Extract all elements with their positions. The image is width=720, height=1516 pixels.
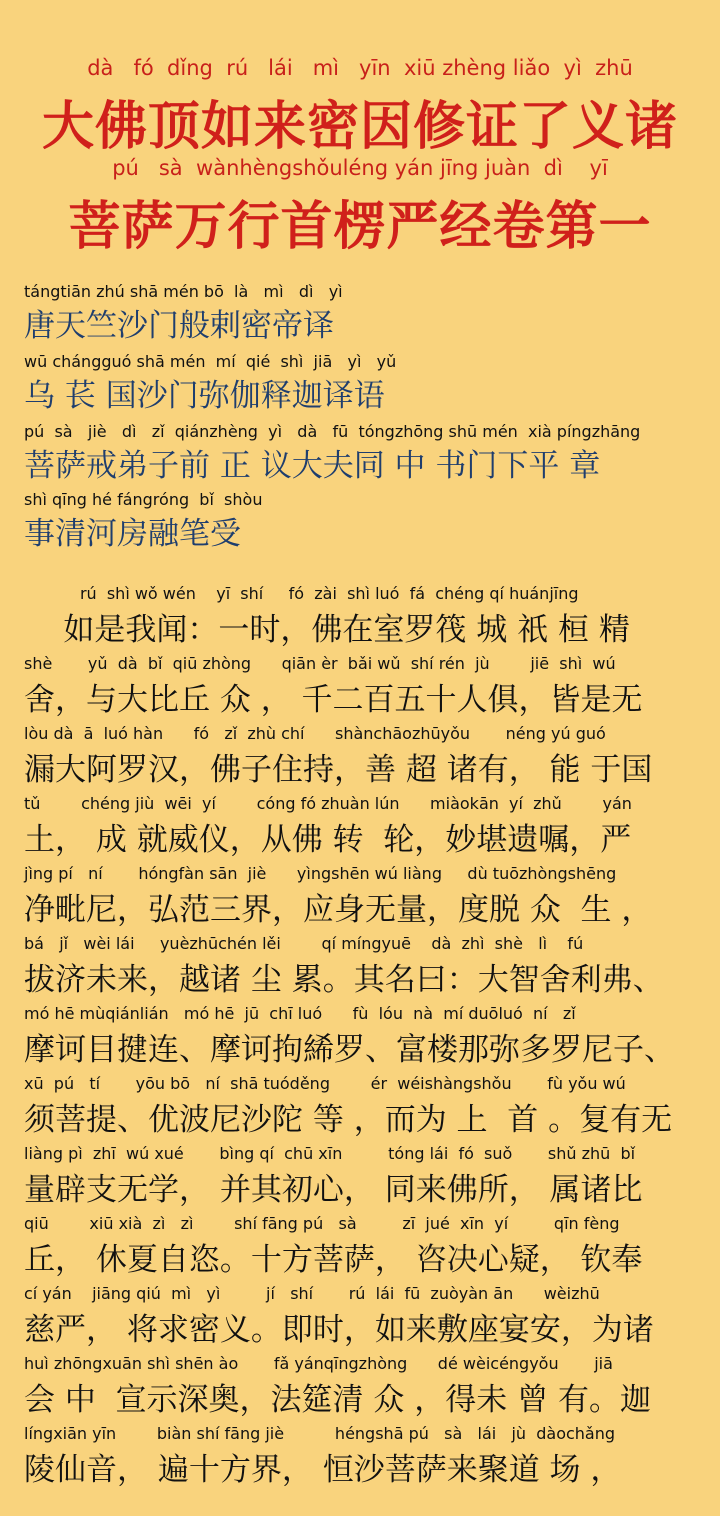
body-text-line: 丘， 休夏自恣。十方菩萨， 咨决心疑， 钦奉 xyxy=(24,1242,643,1278)
body-text-line: 量辟支无学， 并其初心， 同来佛所， 属诸比 xyxy=(24,1172,643,1208)
body-text-line: 如是我闻：一时，佛在室罗筏 城 祇 桓 精 xyxy=(24,612,630,648)
body-pinyin: huì zhōngxuān shì shēn ào fǎ yánqīngzhòng dé wèicéngyǒu jiā xyxy=(24,1354,613,1373)
body-text-line: 拔济未来，越诸 尘 累。其名曰：大智舍利弗、 xyxy=(24,962,664,998)
title-line1: 大佛顶如来密因修证了义诸 xyxy=(41,97,678,157)
body-text-line: 会 中 宣示深奥，法筵清 众 ，得未 曾 有。迦 xyxy=(24,1382,651,1418)
body-pinyin: jìng pí ní hóngfàn sān jiè yìngshēn wú liàng dù tuōzhòngshēng xyxy=(24,864,617,883)
credit-pinyin: wū chángguó shā mén mí qié shì jiā yì yǔ xyxy=(24,352,397,371)
body-text-line: 土， 成 就威仪，从佛 转 轮，妙堪遗嘱，严 xyxy=(24,822,632,858)
credit-pinyin: pú sà jiè dì zǐ qiánzhèng yì dà fū tóngzhōng shū mén xià píngzhāng xyxy=(24,422,641,441)
title-line2: 菩萨万行首楞严经卷第一 xyxy=(68,197,652,257)
credit-text: 唐天竺沙门般剌密帝译 xyxy=(24,308,334,344)
body-text-line: 漏大阿罗汉，佛子住持，善 超 诸有， 能 于国 xyxy=(24,752,653,788)
credit-text: 事清河房融笔受 xyxy=(24,516,241,552)
credit-pinyin: tángtiān zhú shā mén bō là mì dì yì xyxy=(24,282,343,301)
title-line2-pinyin: pú sà wànhèngshǒuléng yán jīng juàn dì yī xyxy=(112,156,608,180)
body-text-line: 慈严， 将求密义。即时，如来敷座宴安，为诸 xyxy=(24,1312,654,1348)
body-pinyin: liàng pì zhī wú xué bìng qí chū xīn tóng lái fó suǒ shǔ zhū bǐ xyxy=(24,1144,636,1163)
body-pinyin: bá jǐ wèi lái yuèzhūchén lěi qí míngyuē dà zhì shè lì fú xyxy=(24,934,584,953)
title-line1-pinyin: dà fó dǐng rú lái mì yīn xiū zhèng liǎo yì zhū xyxy=(87,56,633,80)
body-text-line: 陵仙音， 遍十方界， 恒沙菩萨来聚道 场 ， xyxy=(24,1452,622,1488)
credit-text: 乌 苌 国沙门弥伽释迦译语 xyxy=(24,378,385,414)
credit-text: 菩萨戒弟子前 正 议大夫同 中 书门下平 章 xyxy=(24,448,601,484)
body-pinyin: tǔ chéng jiù wēi yí cóng fó zhuàn lún miàokān yí zhǔ yán xyxy=(24,794,632,813)
body-text-line: 舍，与大比丘 众 ， 千二百五十人俱，皆是无 xyxy=(24,682,643,718)
body-pinyin: língxiān yīn biàn shí fāng jiè héngshā pú sà lái jù dàochǎng xyxy=(24,1424,616,1443)
body-text-line: 摩诃目揵连、摩诃拘絺罗、富楼那弥多罗尼子、 xyxy=(24,1032,675,1068)
body-text-line: 须菩提、优波尼沙陀 等 ，而为 上 首 。复有无 xyxy=(24,1102,673,1138)
body-pinyin: qiū xiū xià zì zì shí fāng pú sà zī jué xīn yí qīn fèng xyxy=(24,1214,620,1233)
body-pinyin: shè yǔ dà bǐ qiū zhòng qiān èr bǎi wǔ shí rén jù jiē shì wú xyxy=(24,654,616,673)
body-pinyin: rú shì wǒ wén yī shí fó zài shì luó fá chéng qí huánjīng xyxy=(24,584,579,603)
credit-pinyin: shì qīng hé fángróng bǐ shòu xyxy=(24,490,263,509)
body-text-line: 净毗尼，弘范三界，应身无量，度脱 众 生 ， xyxy=(24,892,653,928)
body-pinyin: cí yán jiāng qiú mì yì jí shí rú lái fū zuòyàn ān wèizhū xyxy=(24,1284,600,1303)
body-pinyin: mó hē mùqiánlián mó hē jū chī luó fù lóu nà mí duōluó ní zǐ xyxy=(24,1004,576,1023)
body-pinyin: lòu dà ā luó hàn fó zǐ zhù chí shànchāozhūyǒu néng yú guó xyxy=(24,724,606,743)
body-pinyin: xū pú tí yōu bō ní shā tuóděng ér wéishàngshǒu fù yǒu wú xyxy=(24,1074,626,1093)
